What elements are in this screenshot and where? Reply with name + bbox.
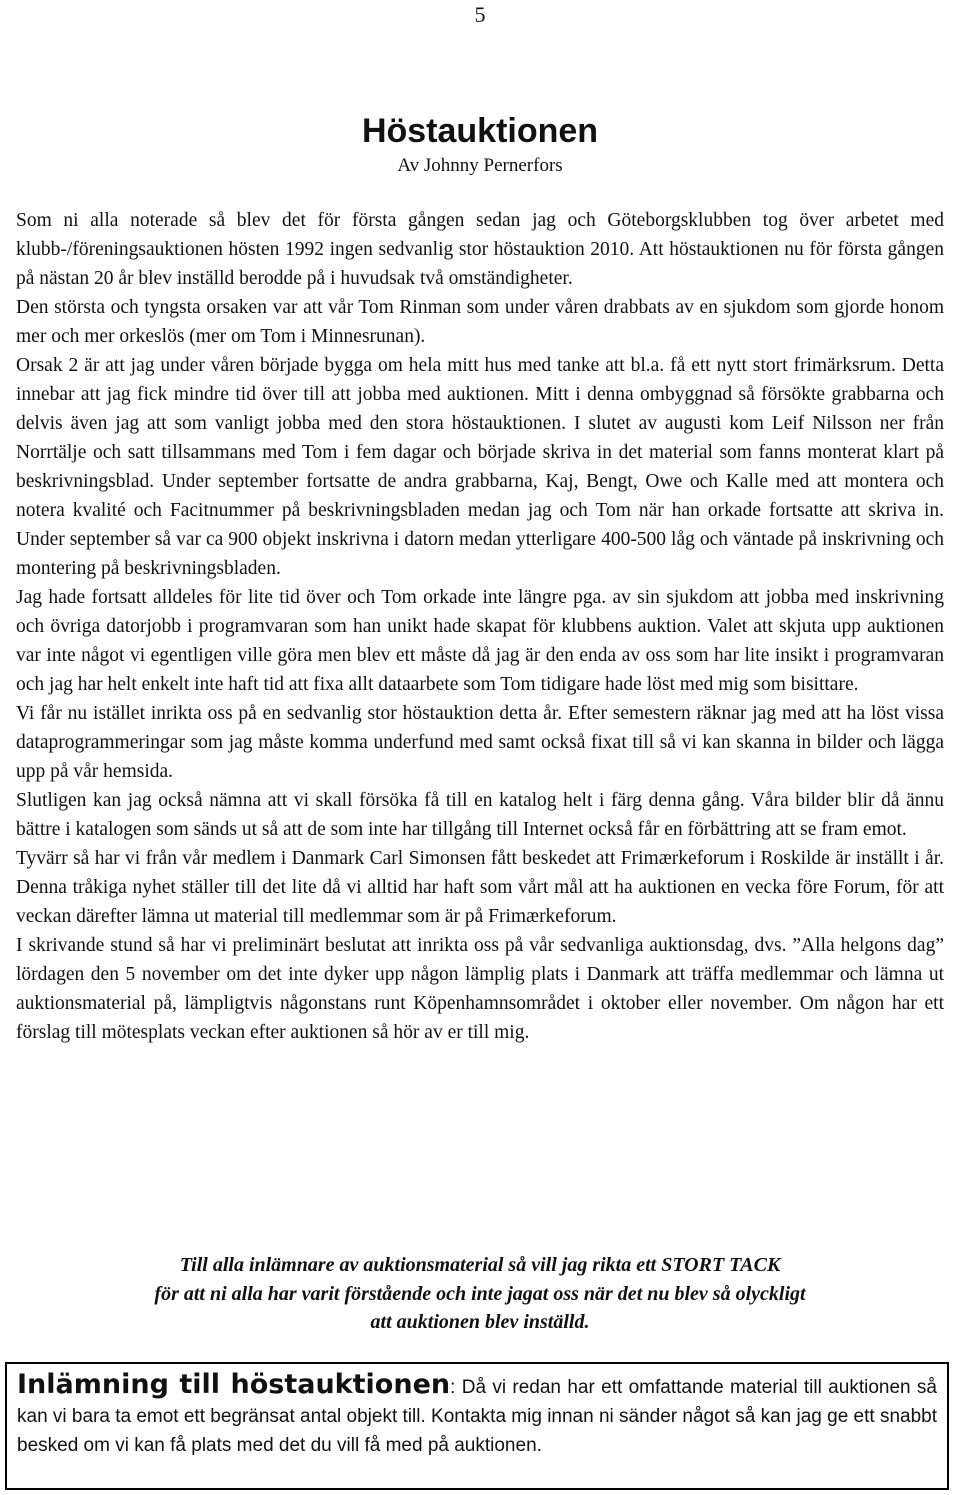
- thank-you-message: [0, 1251, 960, 1337]
- paragraph: Slutligen kan jag också nämna att vi skall försöka få till en katalog helt i färg denna gång. Våra bilder blir då ännu bättre i katalogen som sänds ut så att de som inte har tillgång till Internet också får en förbättring att se fram emot.: [16, 790, 944, 840]
- paragraph: Som ni alla noterade så blev det för första gången sedan jag och Göteborgsklubben tog över arbetet med klubb-/föreningsauktionen hösten 1992 ingen sedvanlig stor höstauktion 2010. Att höstauktionen nu för första gången på nästan 20 år blev inställd berodde på i huvudsak två omständigheter.: [16, 210, 944, 289]
- page-number: 5: [474, 2, 486, 27]
- article-title: Höstauktionen: [361, 112, 599, 150]
- paragraph: Den största och tyngsta orsaken var att vår Tom Rinman som under våren drabbats av en sjukdom som gjorde honom mer och mer orkeslös (mer om Tom i Minnesrunan).: [16, 297, 944, 347]
- notice-text: : Då vi redan har ett omfattande material till auktionen så kan vi bara ta emot ett begränsat antal objekt till. Kontakta mig innan ni sänder något så kan jag ge ett snabbt besked om vi kan få plats med det du vill få med på auktionen.: [17, 1377, 937, 1456]
- paragraph: I skrivande stund så har vi preliminärt beslutat att inrikta oss på vår sedvanliga auktionsdag, dvs. ”Alla helgons dag” lördagen den 5 november om det inte dyker upp någon lämplig plats i Danmark att träffa medlemmar och lämna ut auktionsmaterial på, lämpligtvis någonstans runt Köpenhamnsområdet i oktober eller november. Om någon har ett förslag till mötesplats veckan efter auktionen så hör av er till mig.: [16, 935, 944, 1043]
- submission-notice-box: [5, 1362, 949, 1490]
- paragraph: Tyvärr så har vi från vår medlem i Danmark Carl Simonsen fått beskedet att Frimærkeforum i Roskilde är inställt i år. Denna tråkiga nyhet ställer till det lite då vi alltid har haft som vårt mål att ha auktionen en vecka före Forum, för att veckan därefter lämna ut material till medlemmar som är på Frimærkeforum.: [16, 848, 944, 927]
- article-body: [16, 206, 944, 1047]
- article-byline: Av Johnny Pernerfors: [397, 155, 563, 176]
- notice-heading: Inlämning till höstauktionen: [17, 1369, 451, 1400]
- paragraph: Jag hade fortsatt alldeles för lite tid över och Tom orkade inte längre pga. av sin sjukdom att jobba med inskrivning och övriga datorjobb i programvaran som han unikt hade skapat för klubbens auktion. Valet att skjuta upp auktionen var inte något vi egentligen ville göra men blev ett måste då jag är den enda av oss som har lite insikt i programvaran och jag har helt enkelt inte haft tid att fixa allt dataarbete som Tom tidigare hade löst med mig som bisittare.: [16, 587, 944, 695]
- paragraph: Vi får nu istället inrikta oss på en sedvanlig stor höstauktion detta år. Efter semestern räknar jag med att ha löst vissa dataprogrammeringar som jag måste komma underfund med samt också fixat till så vi kan skanna in bilder och lägga upp på vår hemsida.: [16, 703, 944, 782]
- thanks-line: att auktionen blev inställd.: [370, 1311, 590, 1333]
- thanks-line: för att ni alla har varit förstående och inte jagat oss när det nu blev så olyckligt: [154, 1282, 806, 1305]
- paragraph: Orsak 2 är att jag under våren började bygga om hela mitt hus med tanke att bl.a. få ett nytt stort frimärksrum. Detta innebar att jag fick mindre tid över till att jobba med auktionen. Mitt i denna ombyggnad så försökte grabbarna och delvis även jag att som vanligt jobba med den stora höstauktionen. I slutet av augusti kom Leif Nilsson ner från Norrtälje och satt tillsammans med Tom i fem dagar och började skriva in det material som fanns monterat klart på beskrivningsblad. Under september fortsatte de andra grabbarna, Kaj, Bengt, Owe och Kalle med att montera och notera kvalité och Facitnummer på beskrivningsbladen medan jag och Tom när han orkade fortsatte att skriva in. Under september så var ca 900 objekt inskrivna i datorn medan ytterligare 400-500 låg och väntade på inskrivning och montering på beskrivningsbladen.: [16, 355, 944, 579]
- thanks-line: Till alla inlämnare av auktionsmaterial så vill jag rikta ett STORT TACK: [179, 1254, 781, 1276]
